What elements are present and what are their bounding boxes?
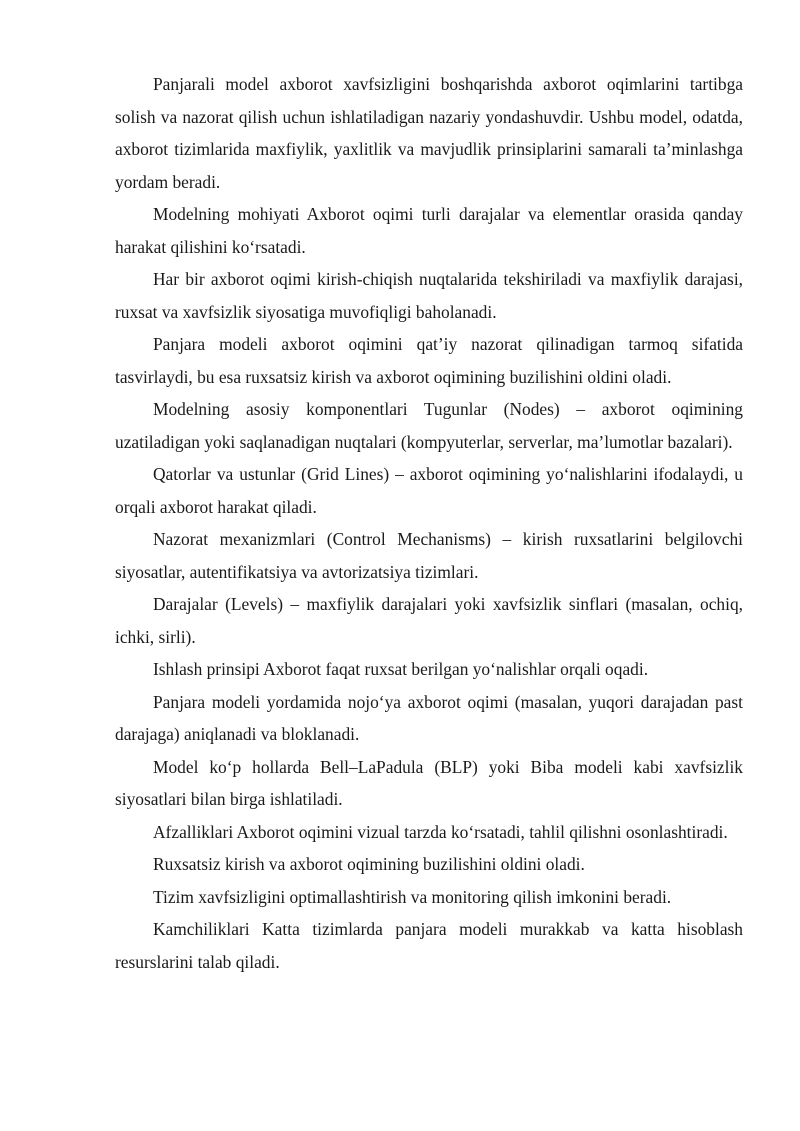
paragraph-blocking: Panjara modeli yordamida nojo‘ya axborot oqimi (masalan, yuqori darajadan past darajaga) aniqlanadi va bloklanadi. bbox=[115, 691, 743, 744]
document-body bbox=[115, 68, 743, 978]
paragraph-essence: Modelning mohiyati Axborot oqimi turli darajalar va elementlar orasida qanday harakat qilishini ko‘rsatadi. bbox=[115, 204, 743, 257]
paragraph-intro: Panjarali model axborot xavfsizligini boshqarishda axborot oqimlarini tartibga solish va nazorat qilish uchun ishlatiladigan nazariy yondashuvdir. Ushbu model, odatda, axborot tizimlarida maxfiylik, yaxlitlik va mavjudlik prinsiplarini samarali ta’minlashga yordam beradi. bbox=[115, 74, 743, 192]
paragraph-levels: Darajalar (Levels) – maxfiylik darajalari yoki xavfsizlik sinflari (masalan, ochiq, ichki, sirli). bbox=[115, 594, 743, 647]
paragraph-principle: Ishlash prinsipi Axborot faqat ruxsat berilgan yo‘nalishlar orqali oqadi. bbox=[153, 659, 649, 679]
paragraph-checking: Har bir axborot oqimi kirish-chiqish nuqtalarida tekshiriladi va maxfiylik darajasi, ruxsat va xavfsizlik siyosatiga muvofiqligi baholanadi. bbox=[115, 269, 743, 322]
paragraph-blp-biba: Model ko‘p hollarda Bell–LaPadula (BLP) yoki Biba modeli kabi xavfsizlik siyosatlari bilan birga ishlatiladi. bbox=[115, 756, 743, 809]
paragraph-prevention: Ruxsatsiz kirish va axborot oqimining buzilishini oldini oladi. bbox=[153, 854, 585, 874]
paragraph-network: Panjara modeli axborot oqimini qat’iy nazorat qilinadigan tarmoq sifatida tasvirlaydi, bu esa ruxsatsiz kirish va axborot oqimining buzilishini oldini oladi. bbox=[115, 334, 743, 387]
paragraph-grid-lines: Qatorlar va ustunlar (Grid Lines) – axborot oqimining yo‘nalishlarini ifodalaydi, u orqali axborot harakat qiladi. bbox=[115, 464, 743, 517]
paragraph-nodes: Modelning asosiy komponentlari Tugunlar (Nodes) – axborot oqimining uzatiladigan yoki saqlanadigan nuqtalari (kompyuterlar, serverlar, ma’lumotlar bazalari). bbox=[115, 399, 743, 452]
paragraph-advantages: Afzalliklari Axborot oqimini vizual tarzda ko‘rsatadi, tahlil qilishni osonlashtiradi. bbox=[153, 821, 728, 842]
paragraph-monitoring: Tizim xavfsizligini optimallashtirish va monitoring qilish imkonini beradi. bbox=[153, 886, 672, 907]
paragraph-disadvantages: Kamchiliklari Katta tizimlarda panjara modeli murakkab va katta hisoblash resurslarini talab qiladi. bbox=[115, 919, 743, 972]
paragraph-control-mechanisms: Nazorat mexanizmlari (Control Mechanisms) – kirish ruxsatlarini belgilovchi siyosatlar, autentifikatsiya va avtorizatsiya tizimlari. bbox=[115, 529, 743, 582]
